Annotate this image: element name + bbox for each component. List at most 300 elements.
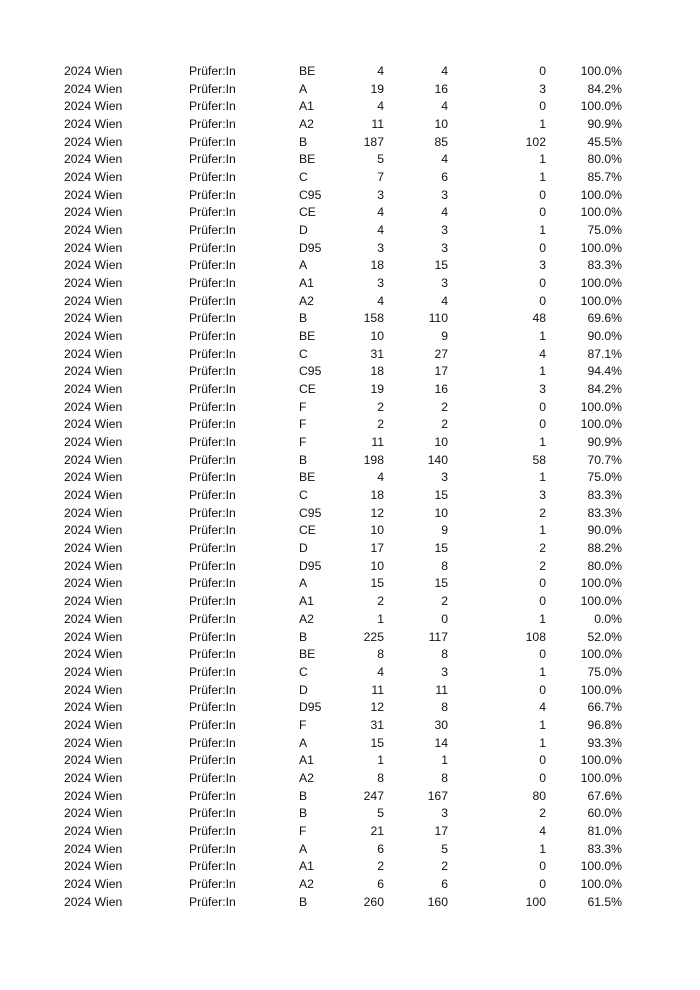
year-city-cell: 2024 Wien xyxy=(64,346,123,361)
count-passed-cell: 17 xyxy=(434,823,448,838)
license-class-cell: A xyxy=(299,735,308,750)
table-row xyxy=(0,682,700,700)
license-class-cell: BE xyxy=(299,64,316,78)
pass-rate-cell: 96.8% xyxy=(587,717,622,732)
table-row xyxy=(0,593,700,611)
table-row xyxy=(0,540,700,558)
pass-rate-cell: 100.0% xyxy=(580,205,622,220)
pass-rate-cell: 69.6% xyxy=(587,311,622,326)
count-passed-cell: 167 xyxy=(427,788,448,803)
year-city-cell: 2024 Wien xyxy=(64,170,123,185)
role-cell: Prüfer:In xyxy=(189,311,236,326)
count-total-cell: 4 xyxy=(377,223,384,238)
count-failed-cell: 3 xyxy=(539,258,546,273)
pass-rate-cell: 90.9% xyxy=(587,435,622,450)
pass-rate-cell: 100.0% xyxy=(580,770,622,785)
license-class-cell: A xyxy=(299,81,308,96)
count-failed-cell: 108 xyxy=(525,629,546,644)
count-total-cell: 11 xyxy=(371,435,384,450)
pass-rate-cell: 75.0% xyxy=(587,664,622,679)
count-total-cell: 31 xyxy=(370,717,384,732)
count-passed-cell: 4 xyxy=(441,99,448,114)
year-city-cell: 2024 Wien xyxy=(64,859,123,874)
count-passed-cell: 15 xyxy=(434,488,448,503)
table-row xyxy=(0,116,700,134)
year-city-cell: 2024 Wien xyxy=(64,81,123,96)
role-cell: Prüfer:In xyxy=(189,770,236,785)
license-class-cell: C95 xyxy=(299,505,322,520)
license-class-cell: D95 xyxy=(299,240,322,255)
year-city-cell: 2024 Wien xyxy=(64,187,123,202)
table-row xyxy=(0,629,700,647)
count-passed-cell: 2 xyxy=(441,399,448,414)
count-total-cell: 225 xyxy=(363,629,384,644)
license-class-cell: BE xyxy=(299,647,316,662)
pass-rate-cell: 45.5% xyxy=(587,134,622,149)
table-row xyxy=(0,399,700,417)
role-cell: Prüfer:In xyxy=(189,541,236,556)
count-failed-cell: 0 xyxy=(539,647,546,662)
pass-rate-cell: 67.6% xyxy=(587,788,622,803)
count-failed-cell: 0 xyxy=(539,99,546,114)
count-passed-cell: 3 xyxy=(441,223,448,238)
role-cell: Prüfer:In xyxy=(189,841,236,856)
count-total-cell: 5 xyxy=(377,152,384,167)
license-class-cell: BE xyxy=(299,329,316,344)
year-city-cell: 2024 Wien xyxy=(64,806,123,821)
license-class-cell: B xyxy=(299,134,308,149)
year-city-cell: 2024 Wien xyxy=(64,523,123,538)
table-row xyxy=(0,752,700,770)
table-row xyxy=(0,788,700,806)
year-city-cell: 2024 Wien xyxy=(64,364,123,379)
count-failed-cell: 0 xyxy=(539,682,546,697)
table-row xyxy=(0,858,700,876)
pass-rate-cell: 83.3% xyxy=(587,488,622,503)
role-cell: Prüfer:In xyxy=(189,81,236,96)
license-class-cell: C xyxy=(299,488,308,503)
count-total-cell: 7 xyxy=(377,170,384,185)
year-city-cell: 2024 Wien xyxy=(64,134,123,149)
count-passed-cell: 3 xyxy=(441,806,448,821)
role-cell: Prüfer:In xyxy=(189,364,236,379)
count-total-cell: 21 xyxy=(370,823,384,838)
count-passed-cell: 85 xyxy=(434,134,448,149)
count-passed-cell: 140 xyxy=(427,452,448,467)
role-cell: Prüfer:In xyxy=(189,876,236,891)
license-class-cell: D xyxy=(299,682,308,697)
year-city-cell: 2024 Wien xyxy=(64,753,123,768)
count-failed-cell: 2 xyxy=(539,806,546,821)
license-class-cell: D95 xyxy=(299,700,322,715)
count-total-cell: 11 xyxy=(371,682,384,697)
count-total-cell: 15 xyxy=(370,576,384,591)
table-row xyxy=(0,169,700,187)
table-row xyxy=(0,240,700,258)
count-total-cell: 10 xyxy=(370,523,384,538)
count-total-cell: 2 xyxy=(377,399,384,414)
count-passed-cell: 27 xyxy=(434,346,448,361)
pass-rate-cell: 90.0% xyxy=(587,329,622,344)
year-city-cell: 2024 Wien xyxy=(64,435,123,450)
year-city-cell: 2024 Wien xyxy=(64,541,123,556)
pass-rate-cell: 66.7% xyxy=(587,700,622,715)
count-total-cell: 6 xyxy=(377,841,384,856)
count-total-cell: 10 xyxy=(370,329,384,344)
license-class-cell: B xyxy=(299,894,308,909)
pass-rate-cell: 100.0% xyxy=(580,99,622,114)
count-failed-cell: 0 xyxy=(539,417,546,432)
count-passed-cell: 10 xyxy=(434,117,448,132)
year-city-cell: 2024 Wien xyxy=(64,611,123,626)
count-passed-cell: 8 xyxy=(441,558,448,573)
count-passed-cell: 117 xyxy=(428,629,448,644)
count-passed-cell: 4 xyxy=(441,152,448,167)
year-city-cell: 2024 Wien xyxy=(64,311,123,326)
role-cell: Prüfer:In xyxy=(189,64,236,78)
table-row xyxy=(0,187,700,205)
pass-rate-cell: 80.0% xyxy=(587,152,622,167)
count-passed-cell: 8 xyxy=(441,647,448,662)
count-total-cell: 4 xyxy=(377,293,384,308)
count-total-cell: 198 xyxy=(363,452,384,467)
pass-rate-cell: 83.3% xyxy=(587,258,622,273)
role-cell: Prüfer:In xyxy=(189,205,236,220)
role-cell: Prüfer:In xyxy=(189,99,236,114)
role-cell: Prüfer:In xyxy=(189,452,236,467)
count-total-cell: 15 xyxy=(370,735,384,750)
role-cell: Prüfer:In xyxy=(189,505,236,520)
count-failed-cell: 0 xyxy=(539,859,546,874)
count-passed-cell: 11 xyxy=(435,682,448,697)
role-cell: Prüfer:In xyxy=(189,134,236,149)
license-class-cell: A xyxy=(299,258,308,273)
count-passed-cell: 14 xyxy=(434,735,448,750)
pass-rate-cell: 100.0% xyxy=(580,417,622,432)
pass-rate-cell: 80.0% xyxy=(587,558,622,573)
table-row xyxy=(0,81,700,99)
count-failed-cell: 1 xyxy=(539,841,546,856)
year-city-cell: 2024 Wien xyxy=(64,788,123,803)
count-total-cell: 19 xyxy=(370,382,384,397)
role-cell: Prüfer:In xyxy=(189,611,236,626)
count-failed-cell: 1 xyxy=(539,717,546,732)
role-cell: Prüfer:In xyxy=(189,488,236,503)
license-class-cell: BE xyxy=(299,152,316,167)
role-cell: Prüfer:In xyxy=(189,223,236,238)
count-total-cell: 3 xyxy=(377,187,384,202)
count-failed-cell: 1 xyxy=(539,470,546,485)
pass-rate-cell: 84.2% xyxy=(587,81,622,96)
license-class-cell: CE xyxy=(299,382,316,397)
pass-rate-cell: 52.0% xyxy=(587,629,622,644)
year-city-cell: 2024 Wien xyxy=(64,841,123,856)
count-failed-cell: 1 xyxy=(539,523,546,538)
pass-rate-cell: 75.0% xyxy=(587,223,622,238)
count-failed-cell: 1 xyxy=(539,611,546,626)
license-class-cell: D xyxy=(299,223,308,238)
table-row xyxy=(0,63,700,81)
count-passed-cell: 5 xyxy=(441,841,448,856)
year-city-cell: 2024 Wien xyxy=(64,735,123,750)
count-passed-cell: 16 xyxy=(434,382,448,397)
year-city-cell: 2024 Wien xyxy=(64,152,123,167)
table-row xyxy=(0,363,700,381)
count-total-cell: 19 xyxy=(370,81,384,96)
role-cell: Prüfer:In xyxy=(189,753,236,768)
table-row xyxy=(0,770,700,788)
count-total-cell: 2 xyxy=(377,859,384,874)
license-class-cell: C95 xyxy=(299,364,322,379)
role-cell: Prüfer:In xyxy=(189,187,236,202)
license-class-cell: CE xyxy=(299,523,316,538)
year-city-cell: 2024 Wien xyxy=(64,505,123,520)
pass-rate-cell: 81.0% xyxy=(587,823,622,838)
count-passed-cell: 8 xyxy=(441,770,448,785)
role-cell: Prüfer:In xyxy=(189,523,236,538)
count-passed-cell: 160 xyxy=(427,894,448,909)
license-class-cell: D xyxy=(299,541,308,556)
license-class-cell: A xyxy=(299,841,308,856)
count-passed-cell: 3 xyxy=(441,187,448,202)
pass-rate-cell: 100.0% xyxy=(580,187,622,202)
role-cell: Prüfer:In xyxy=(189,788,236,803)
role-cell: Prüfer:In xyxy=(189,470,236,485)
year-city-cell: 2024 Wien xyxy=(64,647,123,662)
role-cell: Prüfer:In xyxy=(189,346,236,361)
count-passed-cell: 4 xyxy=(441,205,448,220)
table-row xyxy=(0,823,700,841)
license-class-cell: A xyxy=(299,576,308,591)
pass-rate-cell: 100.0% xyxy=(580,876,622,891)
role-cell: Prüfer:In xyxy=(189,382,236,397)
role-cell: Prüfer:In xyxy=(189,399,236,414)
count-passed-cell: 16 xyxy=(434,81,448,96)
pass-rate-cell: 90.9% xyxy=(587,117,622,132)
table-row xyxy=(0,487,700,505)
license-class-cell: A1 xyxy=(299,594,314,609)
count-failed-cell: 0 xyxy=(539,205,546,220)
count-total-cell: 4 xyxy=(377,470,384,485)
license-class-cell: B xyxy=(299,788,308,803)
count-total-cell: 158 xyxy=(363,311,384,326)
pass-rate-cell: 100.0% xyxy=(580,576,622,591)
pass-rate-cell: 84.2% xyxy=(587,382,622,397)
license-class-cell: CE xyxy=(299,205,316,220)
count-passed-cell: 3 xyxy=(441,240,448,255)
table-row xyxy=(0,876,700,894)
license-class-cell: A1 xyxy=(299,276,314,291)
table-row xyxy=(0,611,700,629)
count-total-cell: 18 xyxy=(370,364,384,379)
pass-rate-cell: 100.0% xyxy=(580,293,622,308)
count-failed-cell: 3 xyxy=(539,81,546,96)
count-failed-cell: 1 xyxy=(539,435,546,450)
pass-rate-cell: 100.0% xyxy=(580,753,622,768)
pass-rate-cell: 100.0% xyxy=(580,859,622,874)
year-city-cell: 2024 Wien xyxy=(64,452,123,467)
year-city-cell: 2024 Wien xyxy=(64,399,123,414)
role-cell: Prüfer:In xyxy=(189,717,236,732)
role-cell: Prüfer:In xyxy=(189,700,236,715)
count-failed-cell: 58 xyxy=(532,452,546,467)
year-city-cell: 2024 Wien xyxy=(64,223,123,238)
role-cell: Prüfer:In xyxy=(189,859,236,874)
role-cell: Prüfer:In xyxy=(189,170,236,185)
table-row xyxy=(0,257,700,275)
count-passed-cell: 6 xyxy=(441,170,448,185)
count-passed-cell: 6 xyxy=(441,876,448,891)
count-total-cell: 3 xyxy=(377,276,384,291)
year-city-cell: 2024 Wien xyxy=(64,117,123,132)
year-city-cell: 2024 Wien xyxy=(64,470,123,485)
license-class-cell: B xyxy=(299,629,308,644)
count-failed-cell: 0 xyxy=(539,187,546,202)
count-passed-cell: 2 xyxy=(441,859,448,874)
license-class-cell: A1 xyxy=(299,859,314,874)
count-passed-cell: 15 xyxy=(434,541,448,556)
pass-rate-cell: 70.7% xyxy=(587,452,622,467)
count-failed-cell: 0 xyxy=(539,293,546,308)
pass-rate-cell: 88.2% xyxy=(587,541,622,556)
count-total-cell: 4 xyxy=(377,205,384,220)
table-row xyxy=(0,469,700,487)
table-row xyxy=(0,381,700,399)
table-row xyxy=(0,735,700,753)
count-total-cell: 6 xyxy=(377,876,384,891)
table-row xyxy=(0,841,700,859)
count-failed-cell: 80 xyxy=(532,788,546,803)
count-failed-cell: 0 xyxy=(539,276,546,291)
table-row xyxy=(0,346,700,364)
count-total-cell: 11 xyxy=(371,117,384,132)
year-city-cell: 2024 Wien xyxy=(64,823,123,838)
pass-rate-cell: 100.0% xyxy=(580,594,622,609)
count-total-cell: 260 xyxy=(363,894,384,909)
table-row xyxy=(0,204,700,222)
count-passed-cell: 17 xyxy=(434,364,448,379)
table-row xyxy=(0,575,700,593)
year-city-cell: 2024 Wien xyxy=(64,717,123,732)
role-cell: Prüfer:In xyxy=(189,735,236,750)
count-failed-cell: 2 xyxy=(539,558,546,573)
license-class-cell: F xyxy=(299,399,307,414)
count-total-cell: 18 xyxy=(370,258,384,273)
role-cell: Prüfer:In xyxy=(189,152,236,167)
license-class-cell: F xyxy=(299,823,307,838)
count-failed-cell: 0 xyxy=(539,770,546,785)
role-cell: Prüfer:In xyxy=(189,682,236,697)
pass-rate-cell: 0.0% xyxy=(594,611,622,626)
year-city-cell: 2024 Wien xyxy=(64,258,123,273)
license-class-cell: C95 xyxy=(299,187,322,202)
count-failed-cell: 100 xyxy=(525,894,546,909)
count-failed-cell: 0 xyxy=(539,576,546,591)
count-total-cell: 12 xyxy=(370,700,384,715)
role-cell: Prüfer:In xyxy=(189,823,236,838)
table-row xyxy=(0,699,700,717)
license-class-cell: B xyxy=(299,806,308,821)
count-passed-cell: 10 xyxy=(434,505,448,520)
count-total-cell: 2 xyxy=(377,417,384,432)
pass-rate-cell: 94.4% xyxy=(587,364,622,379)
role-cell: Prüfer:In xyxy=(189,629,236,644)
pass-rate-cell: 83.3% xyxy=(587,841,622,856)
count-failed-cell: 0 xyxy=(539,399,546,414)
license-class-cell: F xyxy=(299,717,307,732)
count-failed-cell: 3 xyxy=(539,382,546,397)
count-passed-cell: 30 xyxy=(434,717,448,732)
count-passed-cell: 9 xyxy=(441,329,448,344)
table-row xyxy=(0,452,700,470)
license-class-cell: A1 xyxy=(299,753,314,768)
role-cell: Prüfer:In xyxy=(189,240,236,255)
count-failed-cell: 102 xyxy=(525,134,546,149)
count-passed-cell: 15 xyxy=(434,576,448,591)
license-class-cell: C xyxy=(299,664,308,679)
count-failed-cell: 48 xyxy=(532,311,546,326)
table-row xyxy=(0,717,700,735)
pass-rate-cell: 90.0% xyxy=(587,523,622,538)
count-failed-cell: 1 xyxy=(539,117,546,132)
year-city-cell: 2024 Wien xyxy=(64,240,123,255)
table-row xyxy=(0,134,700,152)
count-failed-cell: 1 xyxy=(539,735,546,750)
count-passed-cell: 1 xyxy=(441,753,448,768)
pass-rate-cell: 100.0% xyxy=(580,647,622,662)
pass-rate-cell: 93.3% xyxy=(587,735,622,750)
role-cell: Prüfer:In xyxy=(189,293,236,308)
count-failed-cell: 2 xyxy=(539,541,546,556)
role-cell: Prüfer:In xyxy=(189,417,236,432)
count-total-cell: 5 xyxy=(377,806,384,821)
license-class-cell: B xyxy=(299,452,308,467)
count-total-cell: 1 xyxy=(377,611,384,626)
count-passed-cell: 9 xyxy=(441,523,448,538)
year-city-cell: 2024 Wien xyxy=(64,382,123,397)
count-passed-cell: 4 xyxy=(441,64,448,78)
table-row xyxy=(0,328,700,346)
count-total-cell: 17 xyxy=(370,541,384,556)
pass-rate-cell: 100.0% xyxy=(580,682,622,697)
role-cell: Prüfer:In xyxy=(189,276,236,291)
year-city-cell: 2024 Wien xyxy=(64,488,123,503)
license-class-cell: B xyxy=(299,311,308,326)
count-passed-cell: 3 xyxy=(441,276,448,291)
table-row xyxy=(0,894,700,912)
count-total-cell: 247 xyxy=(363,788,384,803)
pass-rate-cell: 100.0% xyxy=(580,240,622,255)
role-cell: Prüfer:In xyxy=(189,594,236,609)
license-class-cell: A2 xyxy=(299,770,314,785)
table-row xyxy=(0,98,700,116)
table-row xyxy=(0,558,700,576)
count-failed-cell: 1 xyxy=(539,152,546,167)
license-class-cell: BE xyxy=(299,470,316,485)
table-row xyxy=(0,275,700,293)
license-class-cell: F xyxy=(299,435,307,450)
count-failed-cell: 0 xyxy=(539,876,546,891)
pass-rate-cell: 100.0% xyxy=(580,276,622,291)
year-city-cell: 2024 Wien xyxy=(64,664,123,679)
count-failed-cell: 1 xyxy=(539,664,546,679)
year-city-cell: 2024 Wien xyxy=(64,293,123,308)
year-city-cell: 2024 Wien xyxy=(64,276,123,291)
pass-rate-cell: 61.5% xyxy=(587,894,622,909)
count-passed-cell: 15 xyxy=(434,258,448,273)
pass-rate-cell: 60.0% xyxy=(587,806,622,821)
count-passed-cell: 4 xyxy=(441,293,448,308)
